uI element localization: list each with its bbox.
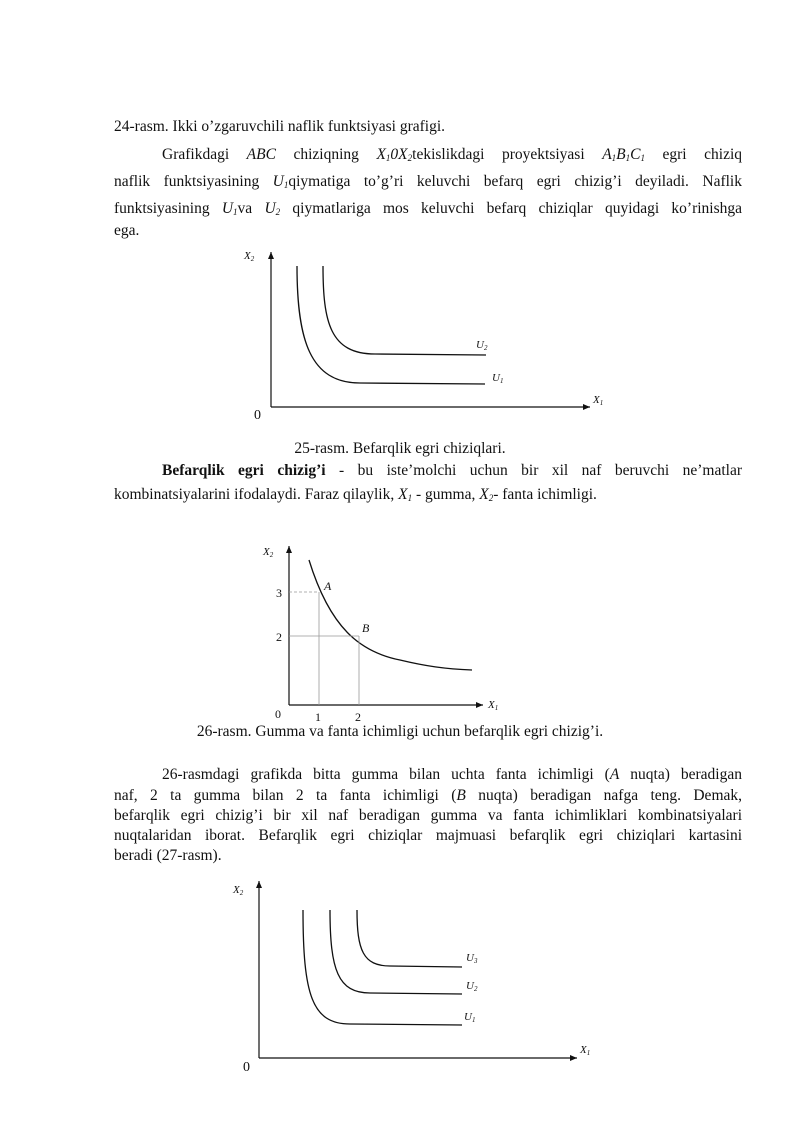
point-label-b: B (362, 621, 370, 635)
figure-26-caption: 26-rasm. Gumma va fanta ichimligi uchun befarqlik egri chizig’i. (196, 723, 604, 740)
paragraph-3-line-1: 26-rasmdagi grafikda bitta gumma bilan uchta fanta ichimligi (A nuqta) beradigan (162, 766, 742, 783)
paragraph-1-line-2: naflik funktsiyasining $U_1qiymatiga$ to’g’ri keluvchi befarq egri chizig’i deyiladi. Naflik (114, 173, 742, 190)
y-axis-label: X2 (244, 250, 255, 263)
math-a1b1c1: $A_1B_1C_1$ (602, 146, 645, 163)
figure-24-caption: 24-rasm. Ikki o’zgaruvchili naflik funktsiyasi grafigi. (114, 118, 446, 135)
origin-label: 0 (275, 707, 281, 721)
math-point-a: A (609, 766, 620, 783)
math-abc: ABC (246, 146, 276, 163)
math-x2: $X_2$ (479, 486, 494, 503)
math-u2: $U_2$ (264, 200, 281, 217)
tick-y-3: 3 (276, 586, 282, 600)
paragraph-3-line-2: naf, 2 ta gumma bilan 2 ta fanta ichimligi (B nuqta) beradigan nafga teng. Demak, (114, 787, 743, 804)
paragraph-2-line-1: Befarqlik egri chizig’i - bu iste’molchi uchun bir xil naf beruvchi ne’matlar (162, 462, 742, 479)
y-axis-label: X2 (233, 884, 244, 897)
math-u1: $U_1$ (221, 200, 238, 217)
tick-x-2: 2 (355, 710, 361, 724)
paragraph-2-line-2: kombinatsiyalarini ifodalaydi. Faraz qilaylik, $X_1$ - gumma, $X_2-$ fanta ichimligi. (114, 486, 597, 503)
paragraph-3-line-4: nuqtalaridan iborat. Befarqlik egri chiziqlar majmuasi befarqlik egri chiziqlari kartasini (114, 827, 742, 844)
tick-x-1: 1 (315, 710, 321, 724)
term-bold: Befarqlik egri chizig’i (162, 462, 326, 479)
math-x1-0-x2: $X_10X_2$ (376, 146, 413, 163)
point-label-a: A (324, 579, 332, 593)
paragraph-3-line-5: beradi (27-rasm). (114, 847, 222, 864)
curve-label-u3: U3 (466, 952, 478, 965)
paragraph-1-line-3: funktsiyasining $U_1va$ $U_2$ qiymatlariga mos keluvchi befarq chiziqlar quyidagi ko’rinishga (114, 200, 743, 217)
origin-label: 0 (243, 1060, 250, 1075)
figure-25-caption: 25-rasm. Befarqlik egri chiziqlari. (294, 440, 506, 457)
paragraph-3-line-3: befarqlik egri chizig’i bir xil naf beradigan gumma va fanta ichimliklari kombinatsiyalari (114, 807, 742, 824)
tick-y-2: 2 (276, 630, 282, 644)
paragraph-1-line-1: Grafikdagi ABC chiziqning $X_10X_2tekislikdagi$ proyektsiyasi $A_1B_1C_1$ egri chiziq (162, 146, 742, 163)
curve-label-u1: U1 (464, 1011, 476, 1024)
math-u1: $U_1$ (272, 173, 289, 190)
y-axis-label: X2 (263, 546, 274, 559)
math-x1: $X_1$ (398, 486, 413, 503)
indifference-curve-u1 (303, 910, 462, 1025)
x-axis-label: X1 (593, 394, 604, 407)
math-point-b: B (456, 787, 466, 804)
paragraph-1-line-4: ega. (114, 222, 140, 239)
indifference-curve-u2 (330, 910, 462, 994)
curve-label-u1: U1 (492, 372, 504, 385)
indifference-curve-u3 (357, 910, 462, 967)
x-axis-label: X1 (580, 1044, 591, 1057)
curve-label-u2: U2 (476, 339, 488, 352)
origin-label: 0 (254, 408, 261, 423)
curve-label-u2: U2 (466, 980, 478, 993)
x-axis-label: X1 (488, 699, 499, 712)
